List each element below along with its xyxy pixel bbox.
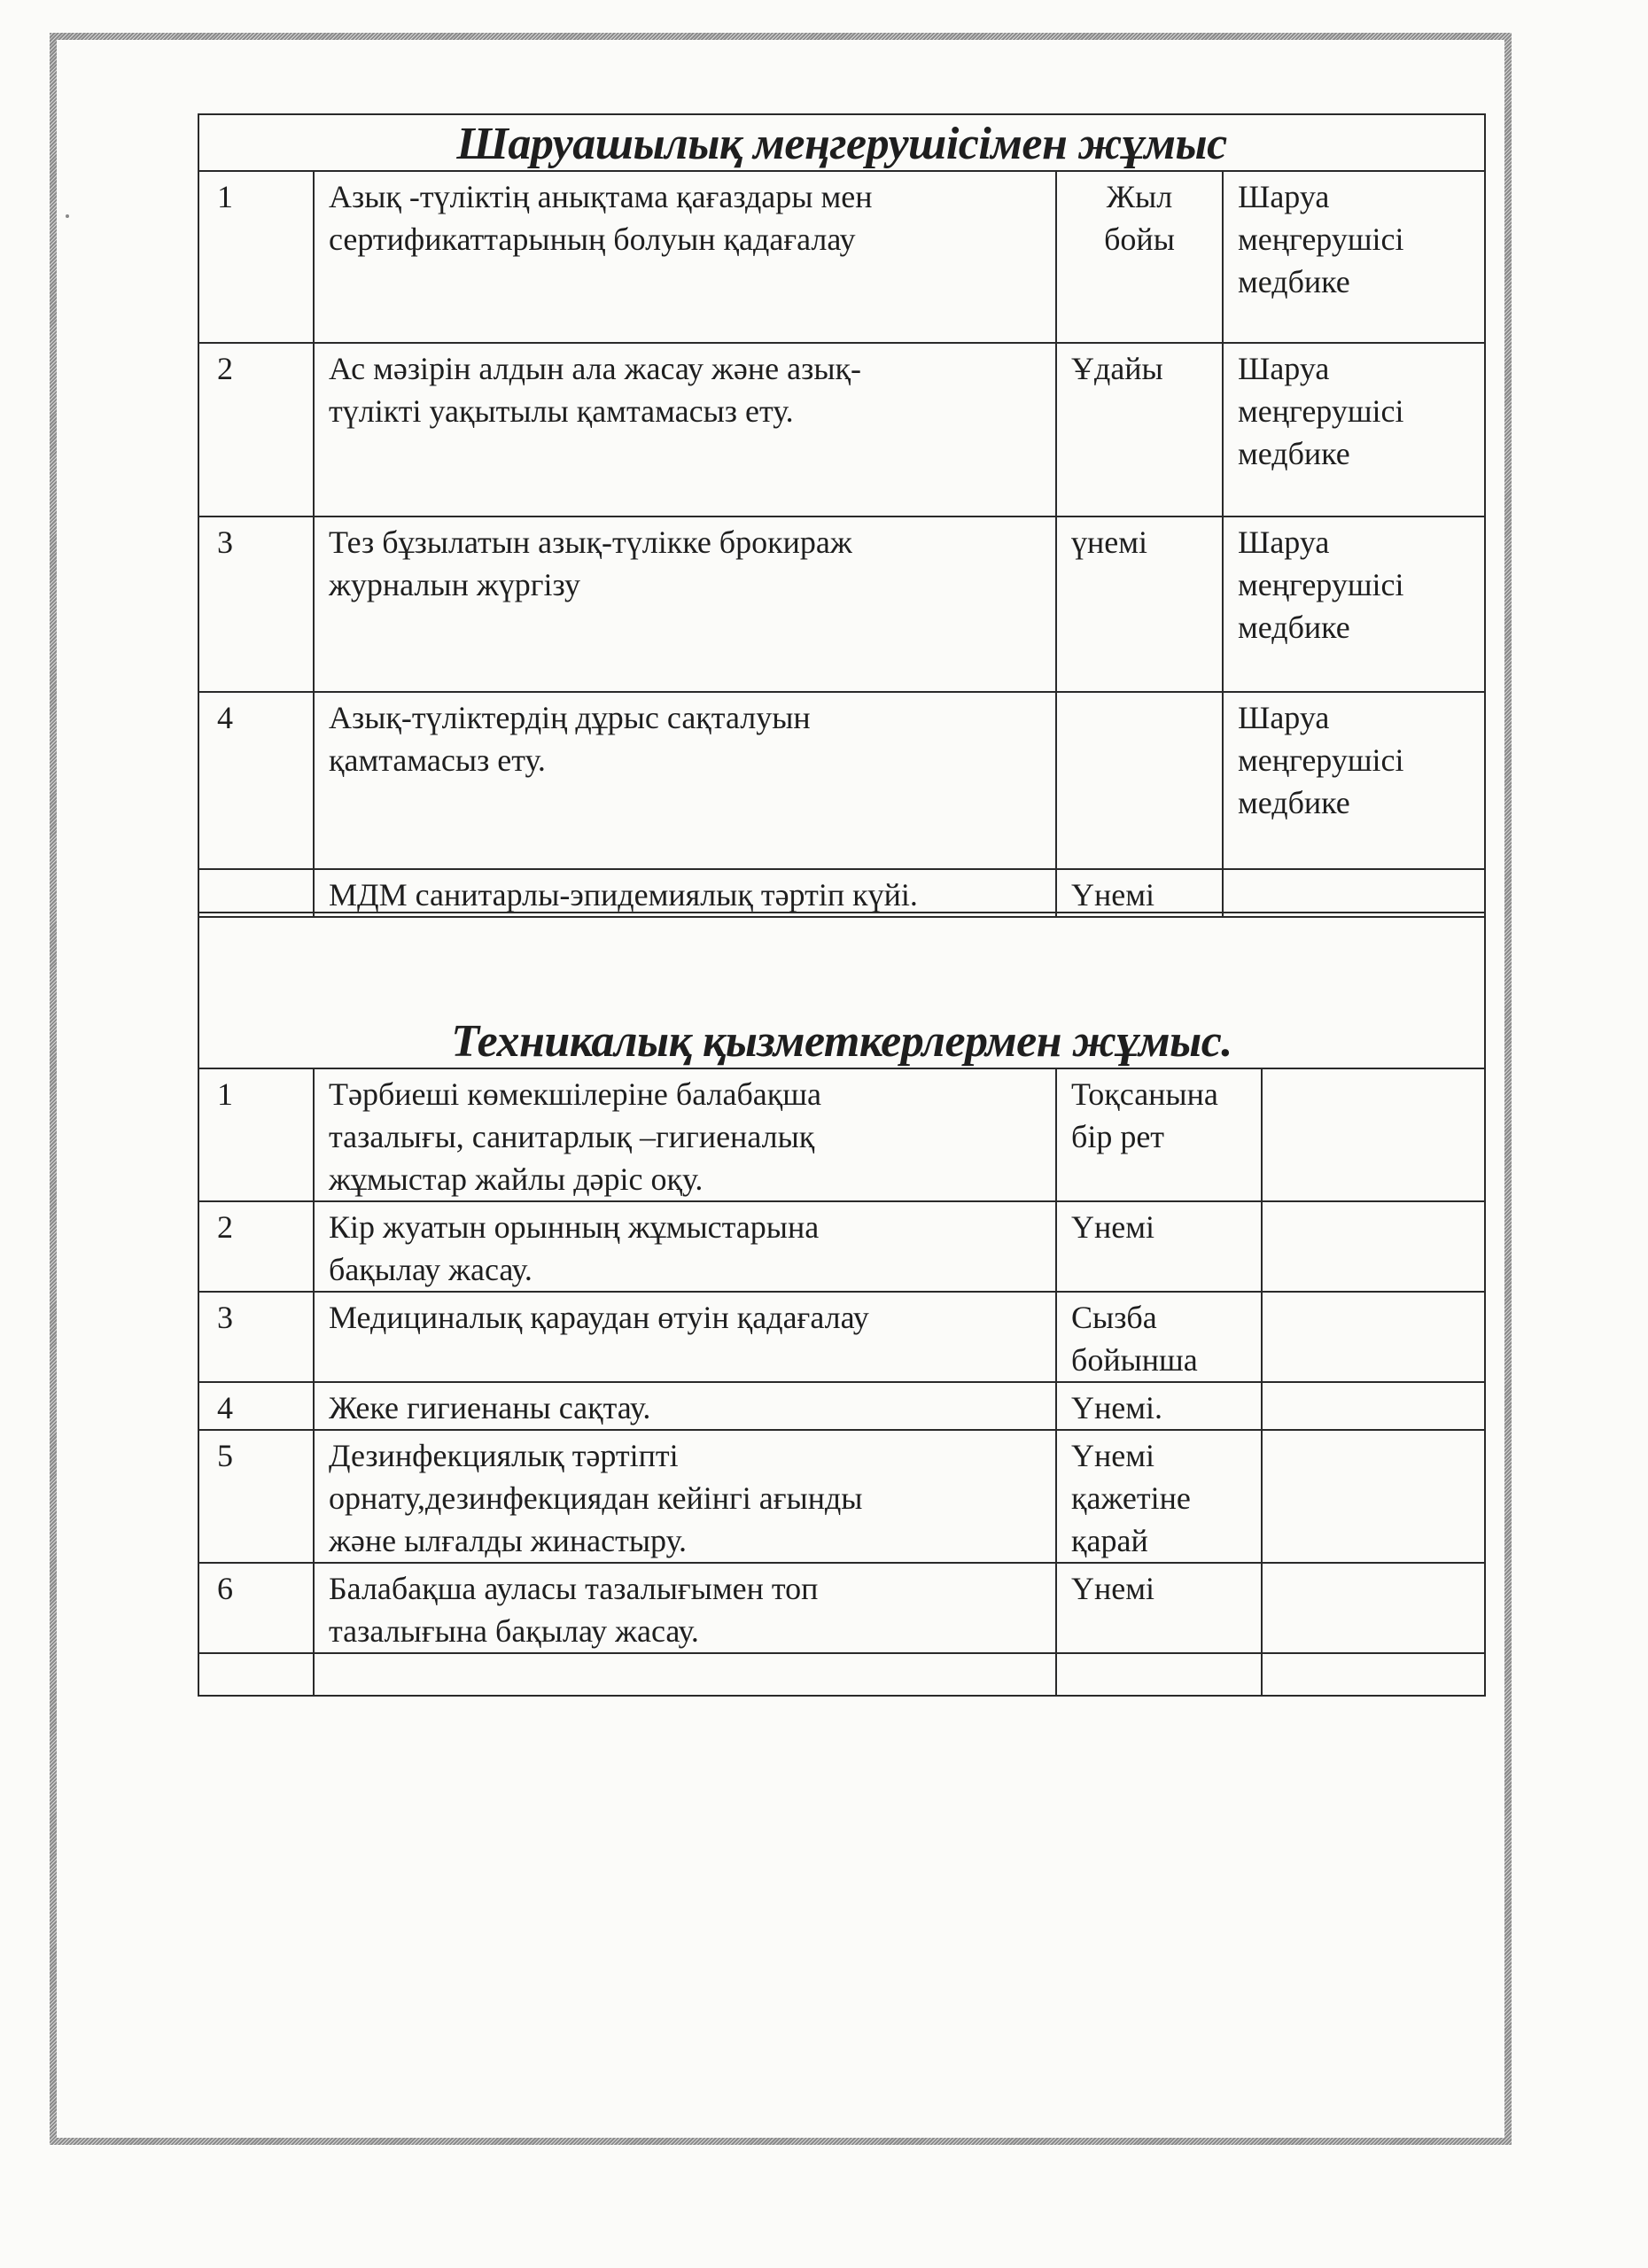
table-row (198, 343, 1485, 517)
responsible-cell (1223, 171, 1485, 343)
table-row (198, 517, 1485, 692)
period-cell (1056, 171, 1223, 343)
period-cell (1056, 1430, 1262, 1563)
table-row-empty (198, 1653, 1485, 1696)
period-line: үнемі (1071, 524, 1148, 560)
period-line: Тоқсанына (1071, 1076, 1218, 1112)
table-row (198, 1382, 1485, 1430)
section-title: Техникалық қызметкерлермен жұмыс. (198, 913, 1485, 1068)
responsible-cell (1262, 1430, 1485, 1563)
task-cell (314, 171, 1056, 343)
housekeeping-work-table (198, 113, 1486, 918)
period-cell (1056, 1563, 1262, 1653)
row-number: 6 (198, 1563, 314, 1653)
period-line: Үнемі. (1071, 1390, 1163, 1425)
period-cell (1056, 517, 1223, 692)
table-row (198, 171, 1485, 343)
task-line: Медициналық қараудан өтуін қадағалау (329, 1300, 869, 1335)
responsible-cell (1223, 869, 1485, 917)
task-cell (314, 1292, 1056, 1382)
task-line: қамтамасыз ету. (329, 742, 546, 778)
period-line: Үнемі (1071, 1209, 1155, 1245)
table-row (198, 1563, 1485, 1653)
task-cell (314, 1563, 1056, 1653)
task-line: Кір жуатын орынның жұмыстарына (329, 1209, 820, 1245)
period-line: Сызба (1071, 1300, 1157, 1335)
period-cell (1056, 343, 1223, 517)
responsible-line: Шаруа (1238, 700, 1330, 735)
row-number: 3 (198, 1292, 314, 1382)
task-cell (314, 1430, 1056, 1563)
row-number (198, 869, 314, 917)
responsible-cell (1262, 1201, 1485, 1292)
technical-staff-work-table (198, 912, 1486, 1697)
task-line: Азық-түліктердің дұрыс сақталуын (329, 700, 811, 735)
responsible-cell (1262, 1563, 1485, 1653)
period-line: қажетіне (1071, 1480, 1191, 1516)
period-cell (1056, 1292, 1262, 1382)
row-number: 1 (198, 171, 314, 343)
responsible-cell (1223, 343, 1485, 517)
task-cell (314, 1382, 1056, 1430)
responsible-line: Шаруа (1238, 524, 1330, 560)
responsible-cell (1223, 517, 1485, 692)
task-line: орнату,дезинфекциядан кейінгі ағынды (329, 1480, 863, 1516)
responsible-cell (1262, 1068, 1485, 1201)
task-line: тазалығына бақылау жасау. (329, 1613, 699, 1649)
row-number: 4 (198, 692, 314, 869)
table-row (198, 1292, 1485, 1382)
row-number: 1 (198, 1068, 314, 1201)
responsible-line: медбике (1238, 436, 1350, 471)
responsible-line: меңгерушісі (1238, 393, 1404, 429)
responsible-line: меңгерушісі (1238, 221, 1404, 257)
task-line: жұмыстар жайлы дәріс оқу. (329, 1161, 704, 1197)
responsible-line: меңгерушісі (1238, 742, 1404, 778)
task-line: түлікті уақытылы қамтамасыз ету. (329, 393, 794, 429)
period-cell (1056, 1653, 1262, 1696)
task-line: Ас мәзірін алдын ала жасау және азық- (329, 351, 861, 386)
row-number (198, 1653, 314, 1696)
period-line: бойы (1104, 221, 1175, 257)
task-line: және ылғалды жинастыру. (329, 1523, 687, 1558)
table-row (198, 692, 1485, 869)
period-line: бойынша (1071, 1342, 1198, 1378)
table-row (198, 869, 1485, 917)
task-line: МДМ санитарлы-эпидемиялық тәртіп күйі. (329, 877, 918, 913)
task-cell (314, 692, 1056, 869)
task-line: бақылау жасау. (329, 1252, 532, 1287)
row-number: 4 (198, 1382, 314, 1430)
period-line: Үнемі (1071, 1438, 1155, 1473)
task-line: Азық -түліктің анықтама қағаздары мен (329, 179, 873, 214)
task-cell (314, 1201, 1056, 1292)
period-line: Ұдайы (1071, 351, 1163, 386)
table-row (198, 1068, 1485, 1201)
responsible-cell (1262, 1382, 1485, 1430)
table-row (198, 1430, 1485, 1563)
row-number: 2 (198, 1201, 314, 1292)
scan-speck (66, 214, 69, 218)
period-line: Жыл (1106, 179, 1173, 214)
responsible-cell (1262, 1292, 1485, 1382)
period-line: қарай (1071, 1523, 1148, 1558)
period-line: Үнемі (1071, 877, 1155, 913)
task-line: тазалығы, санитарлық –гигиеналық (329, 1119, 815, 1154)
responsible-cell (1223, 692, 1485, 869)
responsible-cell (1262, 1653, 1485, 1696)
row-number: 2 (198, 343, 314, 517)
section-title-row (198, 114, 1485, 171)
task-line: Балабақша ауласы тазалығымен топ (329, 1571, 819, 1606)
table-row (198, 1201, 1485, 1292)
period-cell (1056, 1382, 1262, 1430)
section-title-row (198, 913, 1485, 1068)
task-line: Тәрбиеші көмекшілеріне балабақша (329, 1076, 821, 1112)
task-cell (314, 343, 1056, 517)
row-number: 3 (198, 517, 314, 692)
responsible-line: меңгерушісі (1238, 567, 1404, 602)
period-cell (1056, 1068, 1262, 1201)
task-line: Тез бұзылатын азық-түлікке брокираж (329, 524, 852, 560)
task-cell (314, 869, 1056, 917)
responsible-line: медбике (1238, 610, 1350, 645)
period-cell (1056, 692, 1223, 869)
period-cell (1056, 869, 1223, 917)
section-title: Шаруашылық меңгерушісімен жұмыс (198, 114, 1485, 171)
responsible-line: Шаруа (1238, 351, 1330, 386)
task-line: Жеке гигиенаны сақтау. (329, 1390, 651, 1425)
period-line: бір рет (1071, 1119, 1165, 1154)
period-line: Үнемі (1071, 1571, 1155, 1606)
responsible-line: Шаруа (1238, 179, 1330, 214)
row-number: 5 (198, 1430, 314, 1563)
responsible-line: медбике (1238, 264, 1350, 299)
task-line: журналын жүргізу (329, 567, 580, 602)
task-line: Дезинфекциялық тәртіпті (329, 1438, 679, 1473)
task-cell (314, 1653, 1056, 1696)
responsible-line: медбике (1238, 785, 1350, 820)
task-line: сертификаттарының болуын қадағалау (329, 221, 856, 257)
period-cell (1056, 1201, 1262, 1292)
task-cell (314, 1068, 1056, 1201)
task-cell (314, 517, 1056, 692)
